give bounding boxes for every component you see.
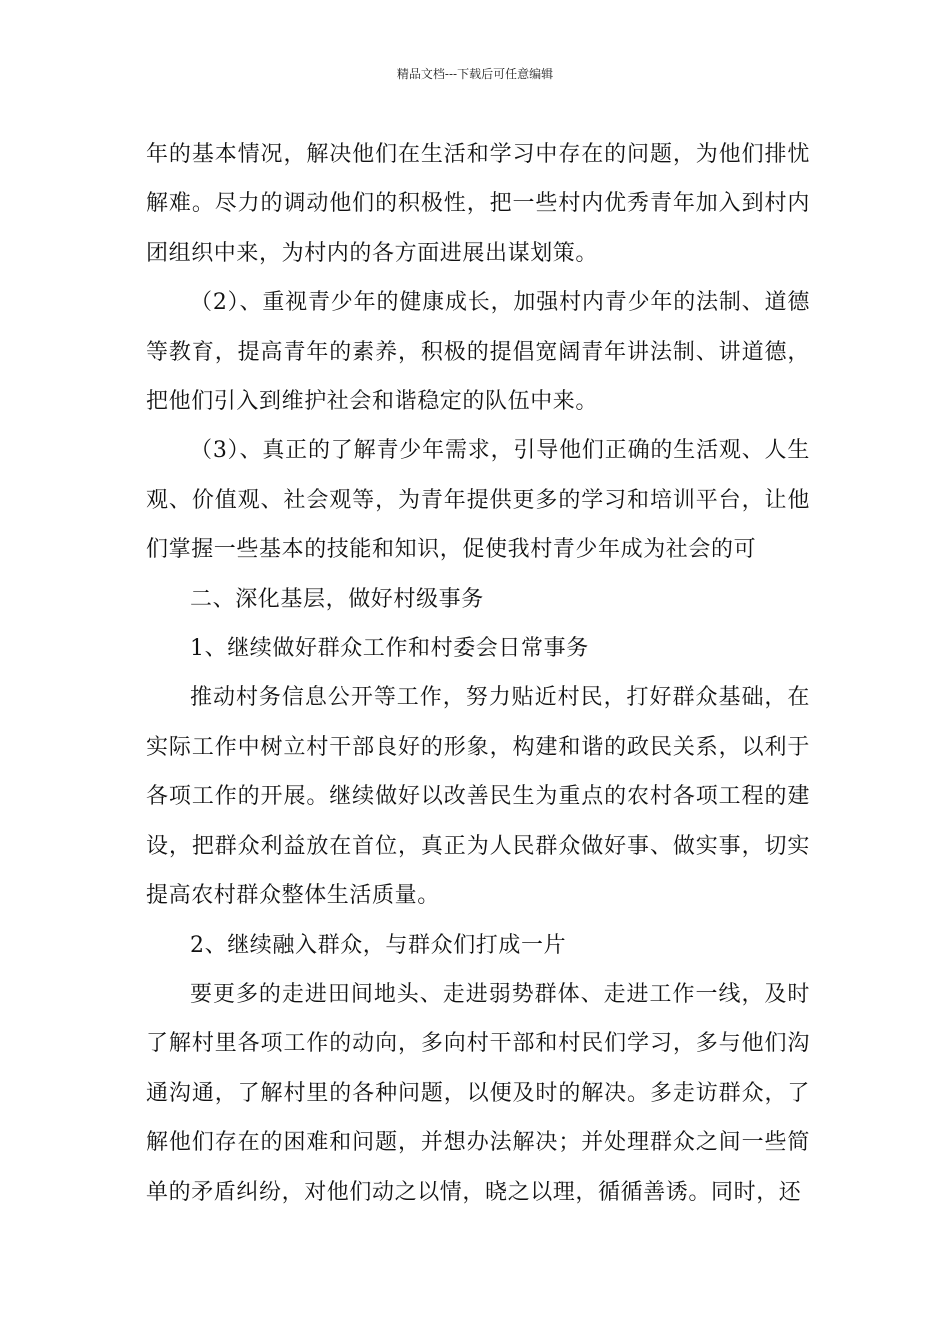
paragraph-item-2: （2）、重视青少年的健康成长，加强村内青少年的法制、道德等教育，提高青年的素养，积极的提倡宽阔青年讲法制、讲道德，把他们引入到维护社会和谐稳定的队伍中来。 [146, 290, 810, 415]
subheading-2: 2、继续融入群众，与群众们打成一片 [190, 932, 567, 958]
paragraph-engage-masses: 要更多的走进田间地头、走进弱势群体、走进工作一线，及时了解村里各项工作的动向，多向村干部和村民们学习，多与他们沟通沟通，了解村里的各种问题，以便及时的解决。多走访群众，了解他们存在的困难和问题，并想办法解决；并处理群众之间一些简单的矛盾纠纷，对他们动之以情，晓之以理，循循善诱。同时，还 [146, 981, 810, 1205]
paragraph-item-3: （3）、真正的了解青少年需求，引导他们正确的生活观、人生观、价值观、社会观等，为青年提供更多的学习和培训平台，让他们掌握一些基本的技能和知识，促使我村青少年成为社会的可 [146, 438, 810, 563]
paragraph-village-affairs: 推动村务信息公开等工作，努力贴近村民，打好群众基础，在实际工作中树立村干部良好的形象，构建和谐的政民关系，以利于各项工作的开展。继续做好以改善民生为重点的农村各项工程的建设，把群众利益放在首位，真正为人民群众做好事、做实事，切实提高农村群众整体生活质量。 [146, 685, 810, 909]
subheading-1: 1、继续做好群众工作和村委会日常事务 [190, 636, 589, 662]
page-header: 精品文档---下载后可任意编辑 [396, 67, 554, 81]
section-heading-2: 二、深化基层，做好村级事务 [190, 586, 484, 612]
paragraph-youth-situation: 年的基本情况，解决他们在生活和学习中存在的问题，为他们排忧解难。尽力的调动他们的积极性，把一些村内优秀青年加入到村内团组织中来，为村内的各方面进展出谋划策。 [146, 142, 810, 266]
document-body [146, 130, 810, 1217]
